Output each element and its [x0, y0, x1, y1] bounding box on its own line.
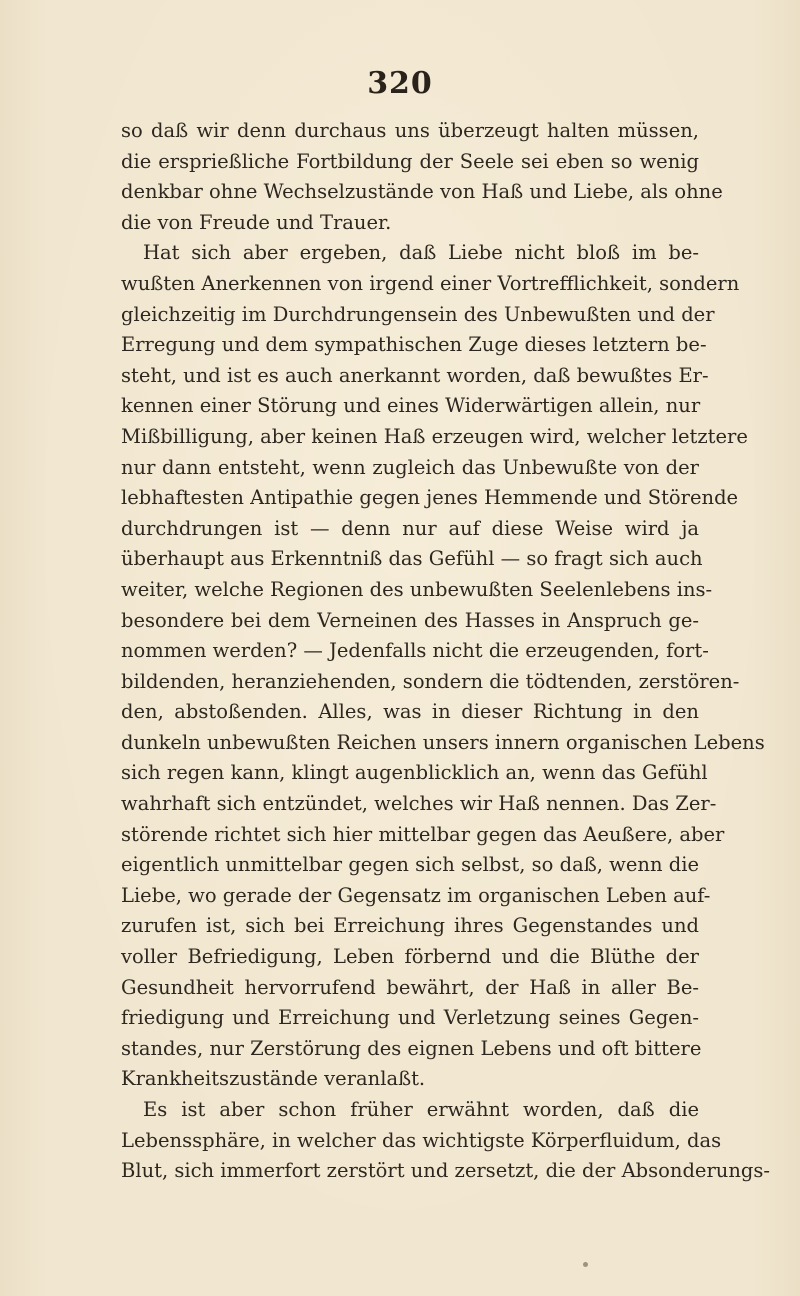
text-line: durchdrungen ist — denn nur auf diese Weise wird ja [121, 516, 699, 540]
text-line: weiter, welche Regionen des unbewußten Seelenlebens ins- [121, 577, 713, 601]
text-line: steht, und ist es auch anerkannt worden, daß bewußtes Er- [121, 363, 709, 387]
text-line: bildenden, heranziehenden, sondern die tödtenden, zerstören- [121, 669, 740, 693]
text-line: Krankheitszustände veranlaßt. [121, 1067, 426, 1091]
text-line: voller Befriedigung, Leben förbernd und die Blüthe der [121, 945, 699, 969]
text-line: friedigung und Erreichung und Verletzung seines Gegen- [121, 1006, 699, 1030]
text-line: Hat sich aber ergeben, daß Liebe nicht bloß im be- [143, 241, 699, 265]
text-line: Liebe, wo gerade der Gegensatz im organischen Leben auf- [121, 883, 711, 907]
text-line: zurufen ist, sich bei Erreichung ihres Gegenstandes und [121, 914, 699, 938]
text-line: die von Freude und Trauer. [121, 210, 392, 234]
text-line: besondere bei dem Verneinen des Hasses in Anspruch ge- [121, 608, 699, 632]
text-line: Lebenssphäre, in welcher das wichtigste Körperfluidum, das [121, 1128, 722, 1152]
text-line: eigentlich unmittelbar gegen sich selbst, so daß, wenn die [121, 853, 699, 877]
text-line: lebhaftesten Antipathie gegen jenes Hemmende und Störende [121, 486, 739, 510]
text-line: die ersprießliche Fortbildung der Seele sei eben so wenig [121, 149, 699, 173]
text-line: dunkeln unbewußten Reichen unsers innern organischen Lebens [121, 730, 765, 754]
text-line: Gesundheit hervorrufend bewährt, der Haß in aller Be- [121, 975, 699, 999]
ink-mark [583, 1262, 588, 1267]
text-line: denkbar ohne Wechselzustände von Haß und Liebe, als ohne [121, 180, 723, 204]
text-line: so daß wir denn durchaus uns überzeugt halten müssen, [121, 119, 699, 142]
text-line: den, abstoßenden. Alles, was in dieser Richtung in den [121, 700, 699, 724]
text-line: sich regen kann, klingt augenblicklich an, wenn das Gefühl [121, 761, 708, 785]
text-line: wahrhaft sich entzündet, welches wir Haß nennen. Das Zer- [121, 792, 717, 816]
text-line: störende richtet sich hier mittelbar gegen das Aeußere, aber [121, 822, 725, 846]
text-line: Blut, sich immerfort zerstört und zersetzt, die der Absonderungs- [121, 1159, 770, 1183]
text-line: Mißbilligung, aber keinen Haß erzeugen wird, welcher letztere [121, 424, 748, 448]
text-line: überhaupt aus Erkenntniß das Gefühl — so fragt sich auch [121, 547, 703, 571]
text-line: gleichzeitig im Durchdrungensein des Unbewußten und der [121, 302, 715, 326]
text-line: Es ist aber schon früher erwähnt worden, daß die [143, 1098, 699, 1121]
body-text [121, 116, 770, 1187]
text-line: Erregung und dem sympathischen Zuge dieses letztern be- [121, 333, 707, 357]
text-line: kennen einer Störung und eines Widerwärtigen allein, nur [121, 394, 701, 418]
text-line: standes, nur Zerstörung des eignen Lebens und oft bittere [121, 1036, 702, 1060]
page-number: 320 [367, 66, 433, 101]
text-line: wußten Anerkennen von irgend einer Vortrefflichkeit, sondern [121, 271, 740, 295]
text-line: nur dann entsteht, wenn zugleich das Unbewußte von der [121, 455, 699, 479]
text-line: nommen werden? — Jedenfalls nicht die erzeugenden, fort- [121, 639, 709, 663]
